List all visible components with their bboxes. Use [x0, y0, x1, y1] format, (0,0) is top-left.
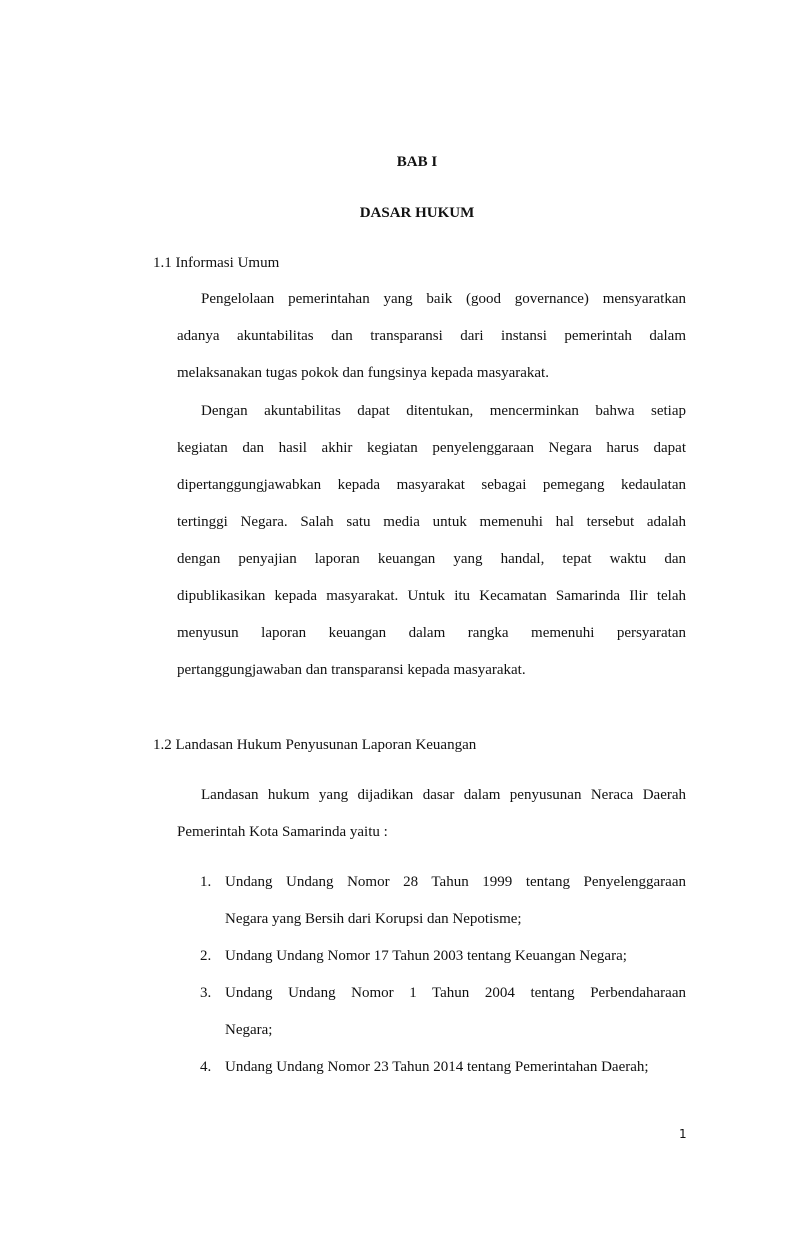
paragraph-line: Landasan hukum yang dijadikan dasar dalam penyusunan Neraca Daerah — [201, 787, 686, 803]
list-item-line: Undang Undang Nomor 28 Tahun 1999 tentang Penyelenggaraan — [225, 874, 686, 890]
paragraph-line: pertanggungjawaban dan transparansi kepada masyarakat. — [177, 662, 526, 678]
list-item-number: 4. — [200, 1059, 212, 1075]
page-number: 1 — [679, 1127, 687, 1141]
list-item-line: Undang Undang Nomor 23 Tahun 2014 tentang Pemerintahan Daerah; — [225, 1059, 649, 1075]
paragraph-line: Pengelolaan pemerintahan yang baik (good governance) mensyaratkan — [201, 291, 686, 307]
section-heading-1-1: 1.1 Informasi Umum — [153, 255, 280, 271]
list-item-line: Negara yang Bersih dari Korupsi dan Nepotisme; — [225, 911, 522, 927]
paragraph-line: tertinggi Negara. Salah satu media untuk memenuhi hal tersebut adalah — [177, 514, 686, 530]
list-item-number: 3. — [200, 985, 212, 1001]
paragraph-line: dipertanggungjawabkan kepada masyarakat sebagai pemegang kedaulatan — [177, 477, 686, 493]
list-item-number: 2. — [200, 948, 212, 964]
chapter-title: DASAR HUKUM — [359, 205, 475, 221]
chapter-number: BAB I — [396, 154, 438, 170]
paragraph-line: Dengan akuntabilitas dapat ditentukan, mencerminkan bahwa setiap — [201, 403, 686, 419]
paragraph-line: dengan penyajian laporan keuangan yang handal, tepat waktu dan — [177, 551, 686, 567]
paragraph-line: kegiatan dan hasil akhir kegiatan penyelenggaraan Negara harus dapat — [177, 440, 686, 456]
list-item-line: Undang Undang Nomor 17 Tahun 2003 tentang Keuangan Negara; — [225, 948, 627, 964]
paragraph-line: melaksanakan tugas pokok dan fungsinya kepada masyarakat. — [177, 365, 549, 381]
list-item-line: Negara; — [225, 1022, 273, 1038]
section-heading-1-2: 1.2 Landasan Hukum Penyusunan Laporan Keuangan — [153, 737, 477, 753]
list-item-number: 1. — [200, 874, 212, 890]
list-item-line: Undang Undang Nomor 1 Tahun 2004 tentang Perbendaharaan — [225, 985, 686, 1001]
paragraph-line: dipublikasikan kepada masyarakat. Untuk itu Kecamatan Samarinda Ilir telah — [177, 588, 686, 604]
paragraph-line: Pemerintah Kota Samarinda yaitu : — [177, 824, 388, 840]
paragraph-line: adanya akuntabilitas dan transparansi dari instansi pemerintah dalam — [177, 328, 686, 344]
paragraph-line: menyusun laporan keuangan dalam rangka memenuhi persyaratan — [177, 625, 686, 641]
